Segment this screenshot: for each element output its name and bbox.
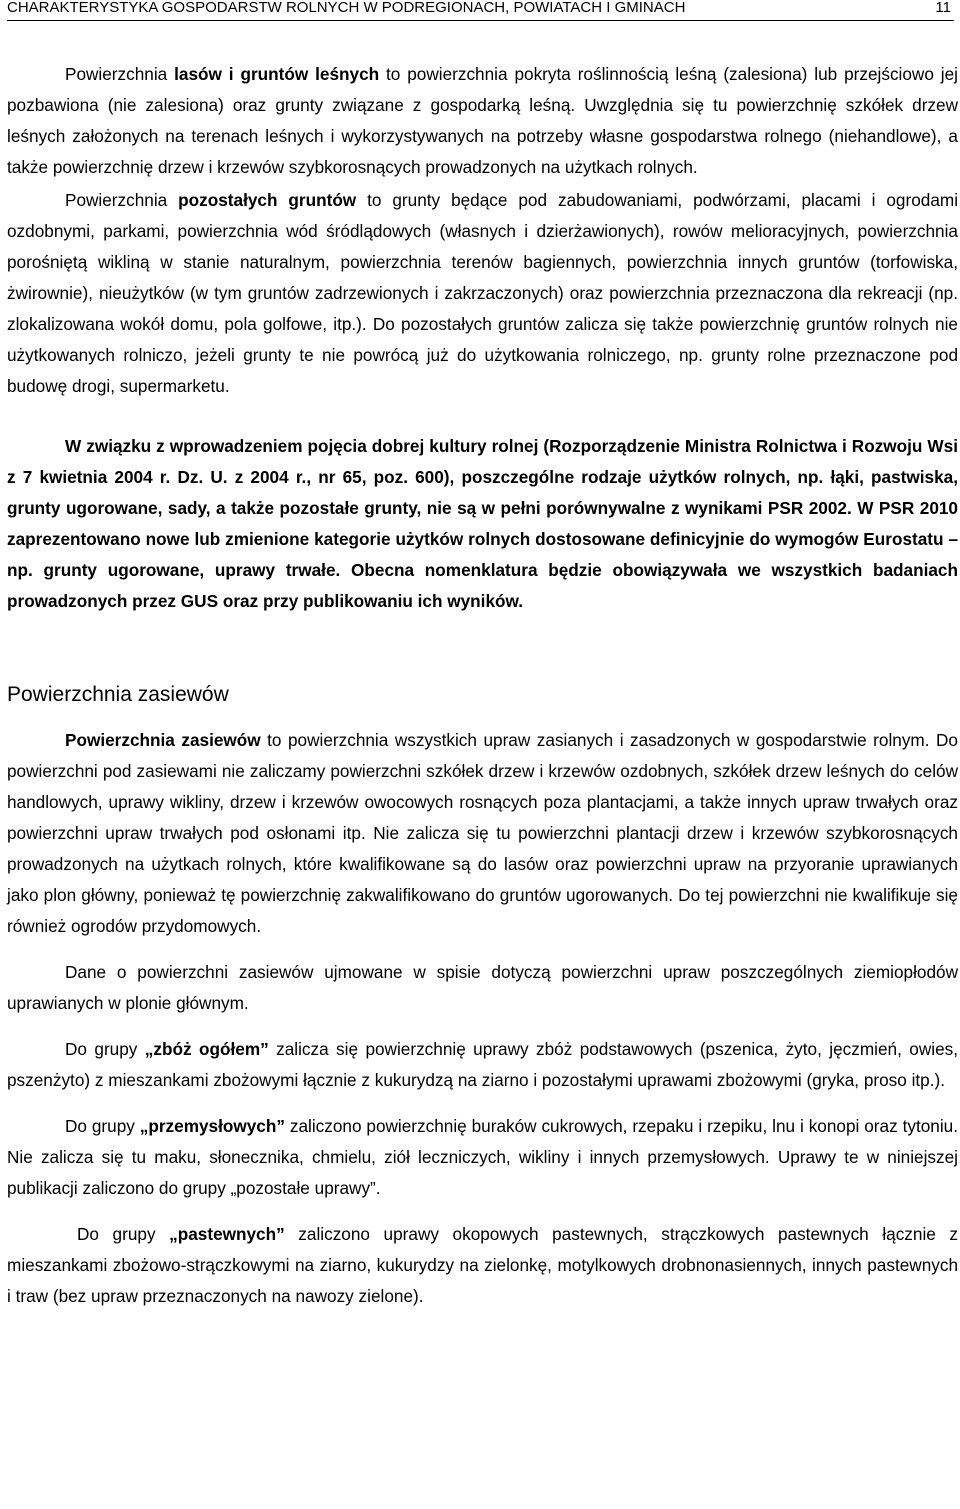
term-other-land: pozostałych gruntów xyxy=(178,190,357,210)
text-run: Powierzchnia xyxy=(65,64,175,84)
text-run: Do grupy xyxy=(65,1039,145,1059)
paragraph-other-land xyxy=(7,185,958,402)
paragraph-sown-data: Dane o powierzchni zasiewów ujmowane w spisie dotyczą powierzchni upraw poszczególnych ziemiopłodów uprawianych w plonie głównym. xyxy=(7,962,958,1013)
text-run: Do grupy xyxy=(65,1116,140,1136)
paragraph-cereals xyxy=(7,1034,958,1096)
page-number: 11 xyxy=(935,0,951,16)
term-cereals: „zbóż ogółem” xyxy=(144,1039,269,1059)
text-run: zaliczono powierzchnię buraków cukrowych, rzepaku i rzepiku, lnu i konopi oraz tytoniu. Nie zalicza się tu maku, słonecznika, chmielu, ziół leczniczych, wikliny i innych przemysłowych. Uprawy te w niniejszej publikacji zaliczono do grupy „pozostałe uprawy”. xyxy=(7,1116,958,1198)
text-run: zalicza się powierzchnię uprawy zbóż podstawowych (pszenica, żyto, jęczmień, owies, pszenżyto) z mieszankami zbożowymi łącznie z kukurydzą na ziarno i pozostałymi uprawami zbożowymi (gryka, proso itp.). xyxy=(7,1039,959,1090)
text-run: zaliczono uprawy okopowych pastewnych, strączkowych pastewnych łącznie z mieszankami zbożowo-strączkowymi na ziarno, kukurydzy na zielonkę, motylkowych drobnonasiennych, innych pastewnych i traw (bez upraw przeznaczonych na nawozy zielone). xyxy=(7,1224,959,1306)
paragraph-sown-area xyxy=(7,725,958,942)
term-industrial: „przemysłowych” xyxy=(139,1116,285,1136)
paragraph-fodder xyxy=(7,1219,958,1312)
header-title: CHARAKTERYSTYKA GOSPODARSTW ROLNYCH W PODREGIONACH, POWIATACH I GMINACH xyxy=(7,0,686,16)
term-fodder: „pastewnych” xyxy=(169,1224,285,1244)
running-header xyxy=(7,0,954,21)
text-run: to powierzchnia pokryta roślinnością leśną (zalesiona) lub przejściowo jej pozbawiona (nie zalesiona) oraz grunty związane z gospodarką leśną. Uwzględnia się tu powierzchnię szkółek drzew leśnych założonych na terenach leśnych i wykorzystywanych na potrzeby własne gospodarstwa rolnego (niehandlowe), a także powierzchnię drzew i krzewów szybkorosnących prowadzonych na użytkach rolnych. xyxy=(7,64,958,177)
text-run: Do grupy xyxy=(77,1224,170,1244)
text-run: Powierzchnia xyxy=(65,190,179,210)
paragraph-good-agricultural-note: W związku z wprowadzeniem pojęcia dobrej kultury rolnej (Rozporządzenie Ministra Rolnictwa i Rozwoju Wsi z 7 kwietnia 2004 r. Dz. U. z 2004 r., nr 65, poz. 600), poszczególne rodzaje użytków rolnych, np. łąki, pastwiska, grunty ugorowane, sady, a także pozostałe grunty, nie są w pełni porównywalne z wynikami PSR 2002. W PSR 2010 zaprezentowano nowe lub zmienione kategorie użytków rolnych dostosowane definicyjnie do wymogów Eurostatu – np. grunty ugorowane, uprawy trwałe. Obecna nomenklatura będzie obowiązywała we wszystkich badaniach prowadzonych przez GUS oraz przy publikowaniu ich wyników. xyxy=(7,436,958,611)
paragraph-forest-land xyxy=(7,59,958,183)
term-forest-land: lasów i gruntów leśnych xyxy=(174,64,380,84)
document-body xyxy=(7,59,958,1312)
term-sown-area: Powierzchnia zasiewów xyxy=(65,730,261,750)
paragraph-industrial xyxy=(7,1111,958,1204)
text-run: to powierzchnia wszystkich upraw zasianych i zasadzonych w gospodarstwie rolnym. Do powierzchni pod zasiewami nie zaliczamy powierzchni szkółek drzew i krzewów ozdobnych, szkółek drzew leśnych do celów handlowych, uprawy wikliny, drzew i krzewów owocowych rosnących poza plantacjami, a także innych upraw trwałych oraz powierzchni upraw trwałych pod osłonami itp. Nie zalicza się tu powierzchni plantacji drzew i krzewów szybkorosnących prowadzonych na użytkach rolnych, które kwalifikowane są do lasów oraz powierzchni upraw na przyoranie uprawianych jako plon główny, ponieważ tę powierzchnię zakwalifikowano do gruntów ugorowanych. Do tej powierzchni nie kwalifikuje się również ogrodów przydomowych. xyxy=(7,730,958,936)
text-run: to grunty będące pod zabudowaniami, podwórzami, placami i ogrodami ozdobnymi, parkami, powierzchnia wód śródlądowych (własnych i dzierżawionych), rowów melioracyjnych, powierzchnia porośniętą wikliną w stanie naturalnym, powierzchnia terenów bagiennych, powierzchnia innych gruntów (torfowiska, żwirownie), nieużytków (w tym gruntów zadrzewionych i zakrzaczonych) oraz powierzchnia przeznaczona dla rekreacji (np. zlokalizowana wokół domu, pola golfowe, itp.). Do pozostałych gruntów zalicza się także powierzchnię gruntów rolnych nie użytkowanych rolniczo, jeżeli grunty te nie powrócą już do użytkowania rolniczego, np. grunty rolne przeznaczone pod budowę drogi, supermarketu. xyxy=(7,190,959,396)
section-heading: Powierzchnia zasiewów xyxy=(7,683,229,706)
